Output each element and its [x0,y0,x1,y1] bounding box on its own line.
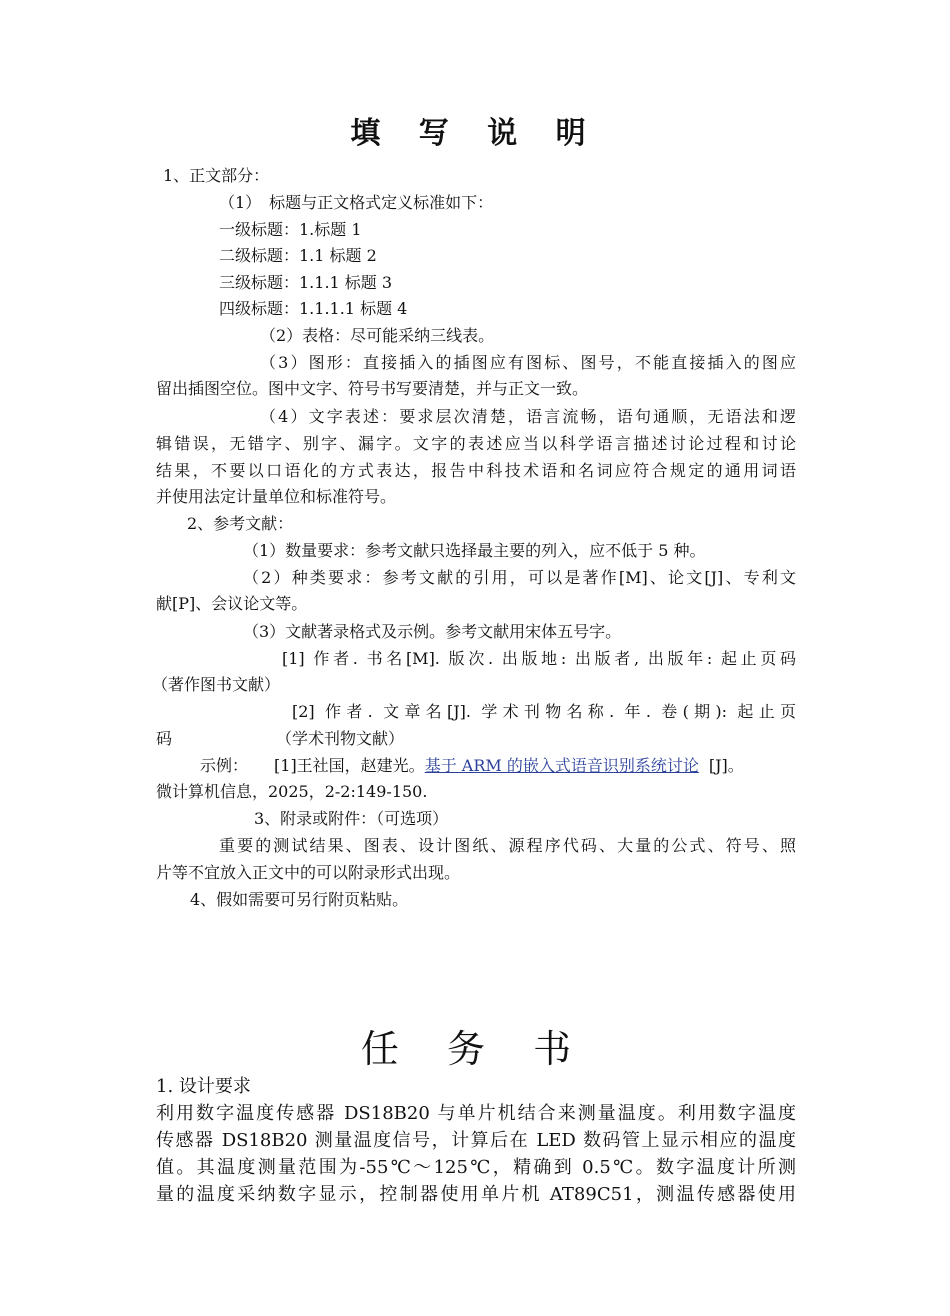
section-1-item-4-line-1: （4）文字表述：要求层次清楚，语言流畅，语句通顺，无语法和逻 [260,407,796,426]
reference-format-2-line-2: 码 [156,729,173,748]
section-2-item-2-line-1: （2）种类要求：参考文献的引用，可以是著作[M]、论文[J]、专利文 [243,568,796,587]
section-1-item-4-line-2: 辑错误，无错字、别字、漏字。文字的表述应当以科学语言描述讨论过程和讨论 [156,434,796,453]
section-2-heading: 2、参考文献： [187,514,294,533]
heading-level-2-format: 二级标题：1.1 标题 2 [219,246,377,265]
section-1-item-2: （2）表格：尽可能采纳三线表。 [260,326,495,345]
reference-format-1-line-2: （著作图书文献） [152,675,281,694]
task-paragraph-line-3: 值。其温度测量范围为-55℃～125℃，精确到 0.5℃。数字温度计所测 [156,1157,796,1178]
example-reference: [1]王社国，赵建光。 [274,756,425,775]
section-4-heading: 4、假如需要可另行附页粘贴。 [190,890,409,909]
task-paragraph-line-4: 量的温度采纳数字显示，控制器使用单片机 AT89C51，测温传感器使用 [156,1184,796,1205]
section-1-item-3-line-2: 留出插图空位。图中文字、符号书写要清楚，并与正文一致。 [156,379,589,398]
example-link[interactable]: 基于 ARM 的嵌入式语音识别系统讨论 [424,756,699,775]
heading-level-4-format: 四级标题：1.1.1.1 标题 4 [219,299,408,318]
task-paragraph-line-2: 传感器 DS18B20 测量温度信号，计算后在 LED 数码管上显示相应的温度 [156,1130,796,1151]
example-line-2: 微计算机信息，2025，2-2:149-150. [156,782,428,801]
section-3-line-2: 片等不宜放入正文中的可以附录形式出现。 [156,863,461,882]
heading-level-1-format: 一级标题：1.标题 1 [219,220,362,239]
section-3-heading: 3、附录或附件：（可选项） [254,809,449,828]
section-3-line-1: 重要的测试结果、图表、设计图纸、源程序代码、大量的公式、符号、照 [219,836,796,855]
reference-format-2-line-1: [2] 作者. 文章名[J]. 学术刊物名称. 年. 卷(期): 起止页 [292,702,796,721]
section-1-item-3-line-1: （3）图形：直接插入的插图应有图标、图号，不能直接插入的图应 [260,353,796,372]
reference-format-2-type: （学术刊物文献） [276,729,405,748]
section-1-heading: 1、正文部分： [163,166,270,185]
heading-level-3-format: 三级标题：1.1.1 标题 3 [219,273,393,292]
reference-format-1-line-1: [1] 作者. 书名[M]. 版次. 出版地: 出版者, 出版年: 起止页码 [282,649,796,668]
task-book-title: 任 务 书 [360,1027,590,1071]
example-line-1 [200,754,744,778]
section-2-item-2-line-2: 献[P]、会议论文等。 [156,594,308,613]
fill-instructions-title: 填 写 说 明 [350,116,600,151]
section-2-item-1: （1）数量要求：参考文献只选择最主要的列入，应不低于 5 种。 [243,541,706,560]
section-1-item-4-line-3: 结果，不要以口语化的方式表达，报告中科技术语和名词应符合规定的通用词语 [156,461,796,480]
section-1-item-1: （1） 标题与正文格式定义标准如下： [219,193,494,212]
section-1-item-4-line-4: 并使用法定计量单位和标准符号。 [156,487,397,506]
design-requirements-heading: 1. 设计要求 [156,1076,251,1097]
task-paragraph-line-1: 利用数字温度传感器 DS18B20 与单片机结合来测量温度。利用数字温度 [156,1103,796,1124]
example-tail: [J]。 [708,756,744,775]
section-2-item-3: （3）文献著录格式及示例。参考文献用宋体五号字。 [243,622,622,641]
example-label: 示例： [200,756,249,775]
